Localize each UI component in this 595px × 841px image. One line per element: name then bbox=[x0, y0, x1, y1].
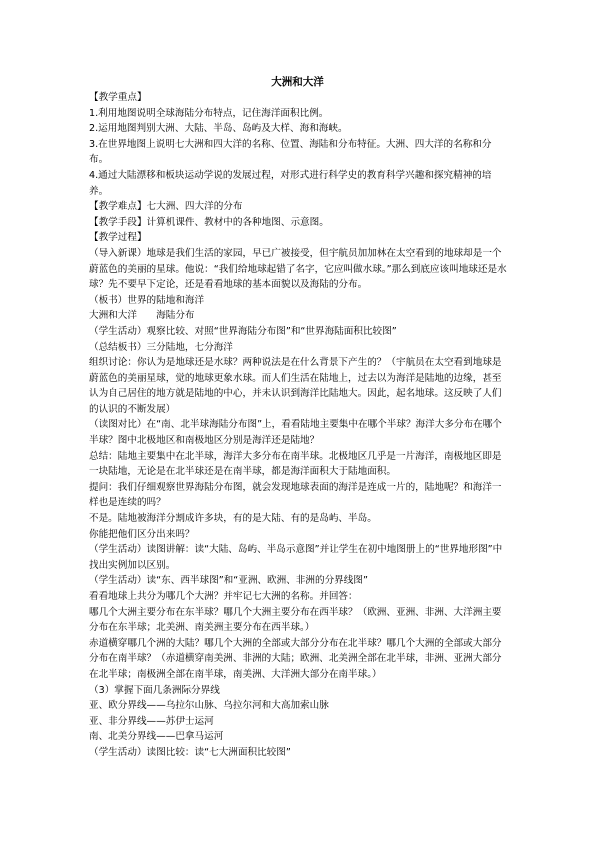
paragraph-key-point-3: 3.在世界地图上说明七大洲和四大洋的名称、位置、海陆和分布特征。大洲、四大洋的名称和分布。 bbox=[89, 138, 492, 166]
paragraph-conclusion: 总结：陆地主要集中在北半球，海洋大多分布在南半球。北极地区几乎是一片海洋，南极地区即是一块陆地，无论是在北半球还是在南半球，都是海洋面积大于陆地面积。 bbox=[89, 450, 502, 478]
paragraph-teaching-means: 【教学手段】计算机课件、教材中的各种地图、示意图。 bbox=[89, 216, 329, 228]
paragraph-summary-board: （总结板书）三分陆地，七分海洋 bbox=[89, 341, 233, 353]
paragraph-continents-question: 看看地球上共分为哪几个大洲？并牢记七大洲的名称。并回答： bbox=[89, 591, 358, 602]
paragraph-student-activity-2: （学生活动）读图讲解：读“大陆、岛屿、半岛示意图”并让学生在初中地图册上的“世界地形图”中找出实例加以区别。 bbox=[89, 544, 503, 571]
paragraph-boundaries-heading: （3）掌握下面几条洲际分界线 bbox=[89, 684, 220, 696]
document-title: 大洲和大洋 bbox=[271, 76, 324, 88]
paragraph-discussion: 组织讨论：你认为是地球还是水球？两种说法是在什么背景下产生的？（宇航员在太空看到地球是蔚蓝色的美丽星球，觉的地球更象水球。而人们生活在陆地上，过去以为海洋是陆地的边缘，甚至认为自己居住的地方就是陆地的中心，并未认识到海洋比陆地大。因此，起名地球。这反映了人们的认识的不断发展） bbox=[89, 357, 502, 415]
paragraph-introduction: （导入新课）地球是我们生活的家园，早已广被接受，但宇航员加加林在太空看到的地球却是一个蔚蓝色的美丽的星球。他说：“我们给地球起错了名字，它应叫做水球。”那么到底应该叫地球还是水球？先不要早下定论，还是看看地球的基本面貌以及海陆的分布。 bbox=[89, 247, 507, 291]
paragraph-student-activity-3: （学生活动）读“东、西半球图”和“亚洲、欧洲、非洲的分界线图” bbox=[89, 575, 368, 587]
paragraph-hemisphere-question: 哪几个大洲主要分布在东半球？哪几个大洲主要分布在西半球？（欧洲、亚洲、非洲、大洋洲主要分布在东半球；北美洲、南美洲主要分布在西半球。） bbox=[89, 606, 502, 634]
paragraph-key-points-heading: 【教学重点】 bbox=[89, 92, 147, 103]
paragraph-difficulty: 【教学难点】七大洲、四大洋的分布 bbox=[89, 201, 243, 213]
paragraph-board-outline: 大洲和大洋 海陆分布 bbox=[89, 310, 195, 322]
paragraph-key-point-1: 1.利用地图说明全球海陆分布特点，记住海洋面积比例。 bbox=[89, 107, 329, 119]
paragraph-student-activity-1: （学生活动）观察比较、对照“世界海陆分布图”和“世界海陆面积比较图” bbox=[89, 325, 397, 337]
paragraph-boundary-asia-africa: 亚、非分界线——苏伊士运河 bbox=[89, 715, 214, 727]
paragraph-key-point-2: 2.运用地图判别大洲、大陆、半岛、岛屿及大样、海和海峡。 bbox=[89, 123, 348, 135]
paragraph-prompt: 你能把他们区分出来吗？ bbox=[89, 528, 195, 540]
paragraph-question: 提问：我们仔细观察世界海陆分布图，就会发现地球表面的海洋是连成一片的，陆地呢？和海洋一样也是连续的吗？ bbox=[89, 481, 502, 509]
paragraph-map-comparison: （读图对比）在“南、北半球海陆分布图”上，看看陆地主要集中在哪个半球？海洋大多分布在哪个半球？图中北极地区和南极地区分别是海洋还是陆地？ bbox=[89, 419, 502, 447]
paragraph-process-heading: 【教学过程】 bbox=[89, 232, 147, 244]
document-body bbox=[89, 90, 509, 761]
paragraph-board-title: （板书）世界的陆地和海洋 bbox=[89, 294, 205, 306]
paragraph-equator-question: 赤道横穿哪几个洲的大陆？哪几个大洲的全部或大部分分布在北半球？哪几个大洲的全部或大部分分布在南半球？（赤道横穿南美洲、非洲的大陆；欧洲、北美洲全部在北半球，非洲、亚洲大部分在北半球；南极洲全部在南半球，南美洲、大洋洲大部分在南半球。） bbox=[89, 637, 502, 680]
paragraph-student-activity-4: （学生活动）读图比较：读“七大洲面积比较图” bbox=[89, 746, 291, 758]
paragraph-answer: 不是。陆地被海洋分割成许多块，有的是大陆、有的是岛屿、半岛。 bbox=[89, 513, 377, 525]
paragraph-boundary-americas: 南、北美分界线——巴拿马运河 bbox=[89, 731, 224, 743]
paragraph-key-point-4: 4.通过大陆漂移和板块运动学说的发展过程，对形式进行科学史的教育科学兴趣和探究精神的培养。 bbox=[89, 169, 492, 197]
paragraph-boundary-asia-europe: 亚、欧分界线——乌拉尔山脉、乌拉尔河和大高加索山脉 bbox=[89, 700, 329, 712]
